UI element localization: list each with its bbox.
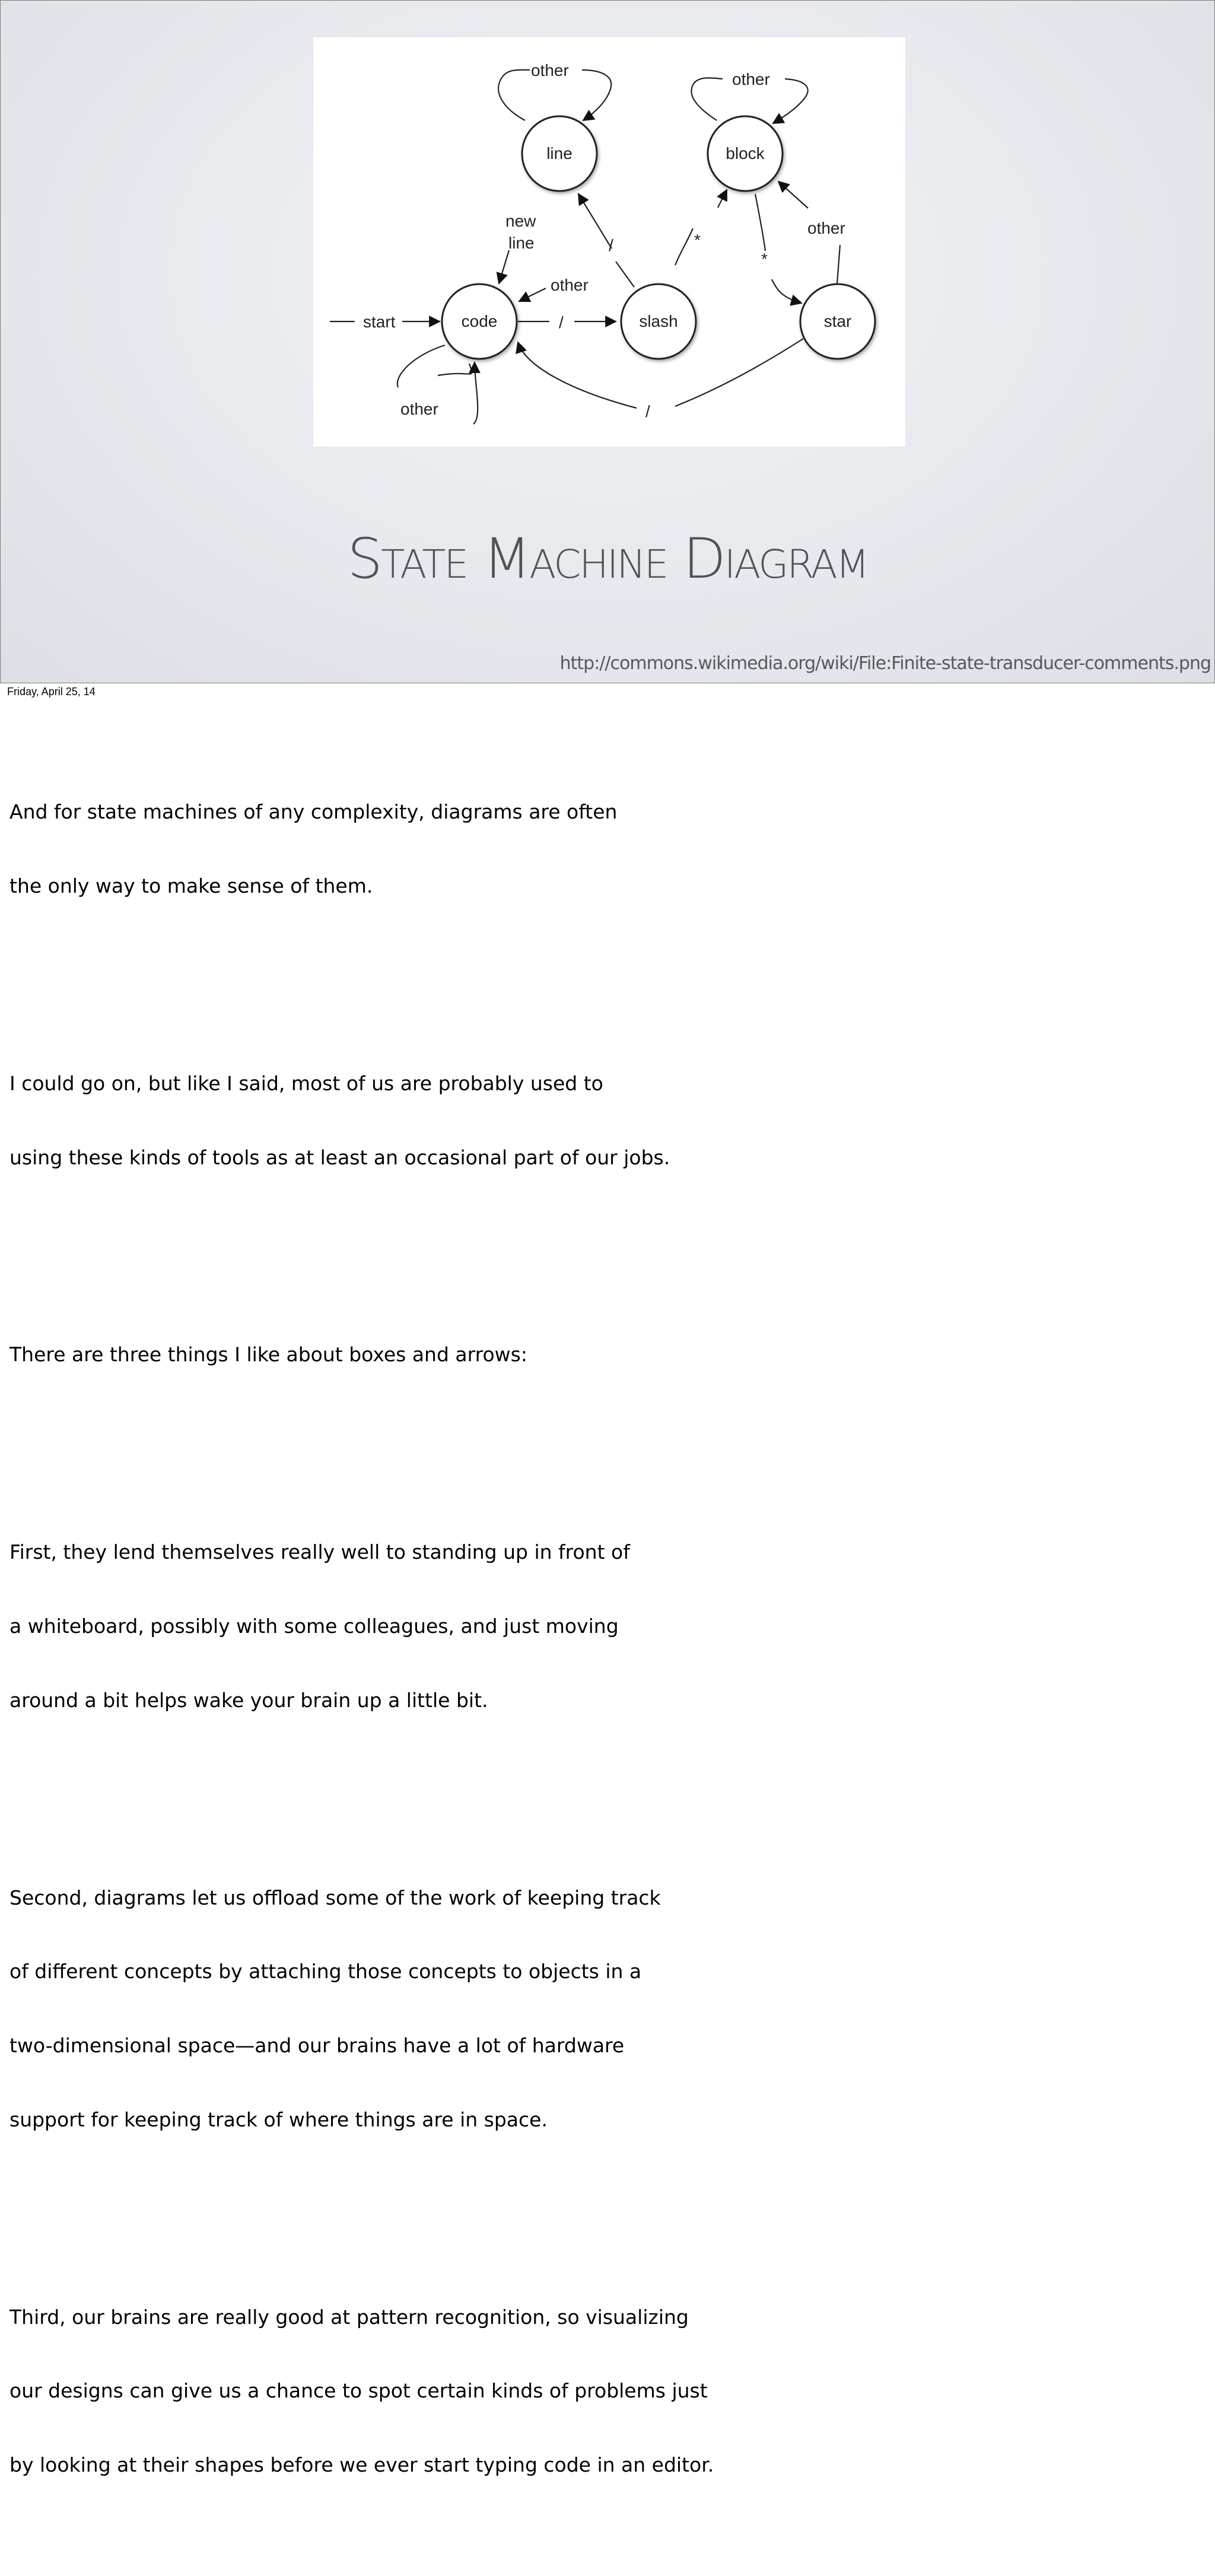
notes-line: There are three things I like about boxes and arrows: xyxy=(9,1343,527,1367)
label-slash-line: / xyxy=(609,236,613,254)
edge-star-code-a xyxy=(675,339,803,406)
notes-line: Second, diagrams let us offload some of the work of keeping track xyxy=(9,1886,661,1909)
notes-line: by looking at their shapes before we ever start typing code in an editor. xyxy=(9,2453,714,2477)
notes-paragraph-4 xyxy=(9,1491,840,1762)
state-code-label: code xyxy=(461,312,498,330)
notes-line: a whiteboard, possibly with some colleagues, and just moving xyxy=(9,1614,619,1638)
label-slash-code: other xyxy=(551,276,589,294)
notes-line: the only way to make sense of them. xyxy=(9,874,373,898)
notes-line: Third, our brains are really good at pattern recognition, so visualizing xyxy=(9,2305,689,2329)
notes-paragraph-2 xyxy=(9,1022,840,1219)
edge-star-code-b xyxy=(518,342,637,408)
notes-paragraph-1 xyxy=(9,750,840,948)
state-block-label: block xyxy=(726,144,765,163)
edge-star-block-a xyxy=(837,245,840,284)
notes-paragraph-5 xyxy=(9,1836,840,2181)
label-block-star: * xyxy=(761,250,768,268)
label-line-code-2: line xyxy=(508,234,535,252)
slide-date: Friday, April 25, 14 xyxy=(7,686,96,698)
state-line-label: line xyxy=(546,144,572,163)
speaker-notes xyxy=(9,701,840,2576)
label-line-self: other xyxy=(531,61,569,79)
edge-code-self-arrow xyxy=(473,362,478,424)
notes-line: First, they lend themselves really well to standing up in front of xyxy=(9,1540,630,1564)
label-block-self: other xyxy=(732,70,770,88)
edge-slash-block-arrow xyxy=(718,190,727,208)
edge-block-star-arrow xyxy=(772,279,801,303)
edge-slash-tick xyxy=(616,262,634,287)
state-star-label: star xyxy=(823,312,852,330)
label-start: start xyxy=(363,313,396,331)
notes-line: around a bit helps wake your brain up a little bit. xyxy=(9,1688,488,1712)
source-url: http://commons.wikimedia.org/wiki/File:Finite-state-transducer-comments.png xyxy=(559,653,1211,674)
notes-paragraph-6 xyxy=(9,2255,840,2527)
edge-line-code xyxy=(499,250,509,284)
edge-slash-block xyxy=(675,228,693,265)
slide-title: State Machine Diagram xyxy=(347,527,868,591)
edge-slash-line xyxy=(578,194,612,249)
notes-line: of different concepts by attaching those concepts to objects in a xyxy=(9,1960,642,1983)
label-line-code-1: new xyxy=(505,212,536,230)
edge-block-self-b xyxy=(773,79,808,123)
notes-line: two-dimensional space—and our brains have a lot of hardware xyxy=(9,2034,625,2058)
slide xyxy=(0,0,1215,683)
state-machine-diagram xyxy=(313,37,905,447)
notes-paragraph-3 xyxy=(9,1293,840,1416)
edge-line-self-a xyxy=(498,70,530,120)
label-code-slash: / xyxy=(559,313,564,332)
edge-block-self-a xyxy=(691,78,723,120)
edge-slash-code xyxy=(519,288,546,301)
label-code-self: other xyxy=(400,400,438,418)
state-slash-label: slash xyxy=(639,312,678,330)
label-star-code: / xyxy=(645,402,650,421)
label-slash-block: * xyxy=(694,231,701,249)
edge-block-star xyxy=(755,194,765,251)
state-machine-svg xyxy=(313,37,905,447)
notes-line: support for keeping track of where things are in space. xyxy=(9,2107,548,2131)
notes-line: I could go on, but like I said, most of us are probably used to xyxy=(9,1071,603,1095)
edge-star-block-b xyxy=(778,182,808,208)
notes-line: And for state machines of any complexity, diagrams are often xyxy=(9,800,618,824)
notes-line: our designs can give us a chance to spot certain kinds of problems just xyxy=(9,2379,708,2403)
notes-line: using these kinds of tools as at least an occasional part of our jobs. xyxy=(9,1145,670,1169)
label-star-block: other xyxy=(807,219,845,237)
edge-line-self-b xyxy=(582,70,611,120)
